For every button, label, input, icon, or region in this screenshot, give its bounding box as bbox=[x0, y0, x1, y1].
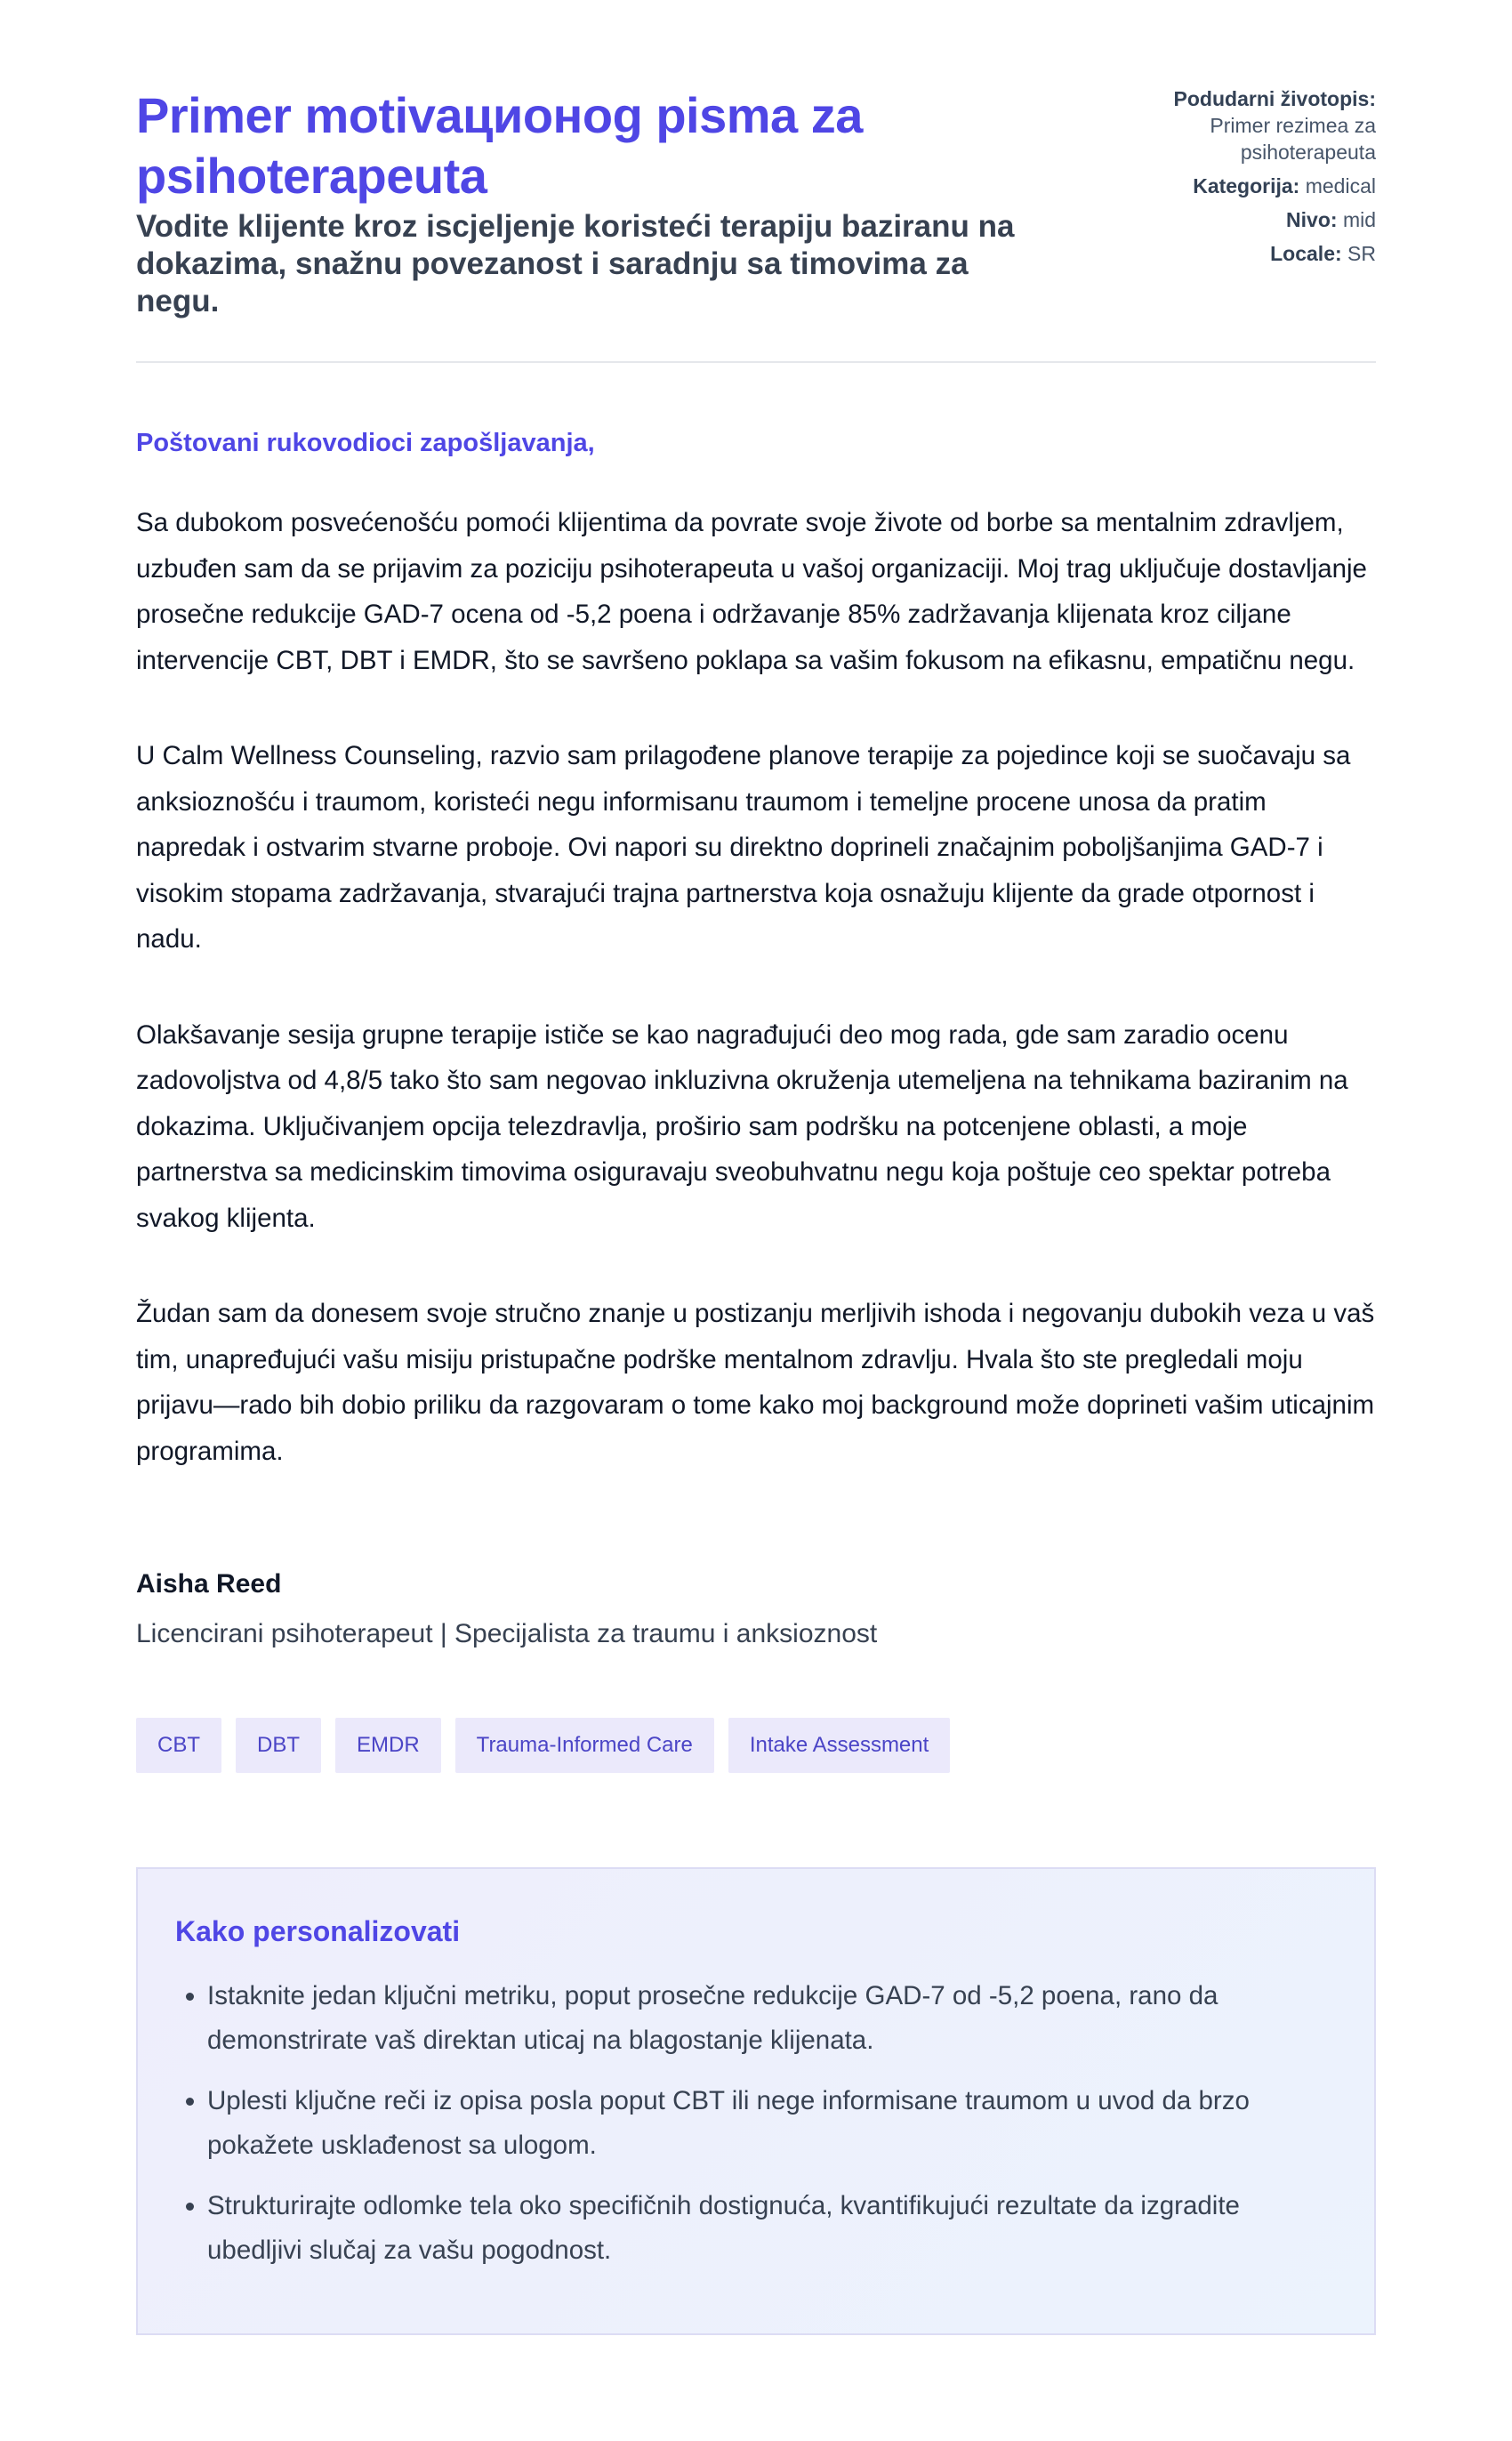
meta-category-label: Kategorija: bbox=[1193, 174, 1300, 197]
title-block bbox=[136, 85, 1079, 320]
page-subtitle: Vodite klijente kroz iscjeljenje koristeći terapiju baziranu na dokazima, snažnu povezanost i saradnju sa timovima za negu. bbox=[136, 209, 1015, 318]
tip-item: • Strukturirajte odlomke tela oko specifičnih dostignuća, kvantifikujući rezultate da izgradite ubedljivi slučaj za vašu pogodnost. bbox=[207, 2184, 1337, 2273]
tag-trauma-informed-care: Trauma-Informed Care bbox=[455, 1718, 714, 1773]
letter-paragraph-4: Žudan sam da donesem svoje stručno znanje u postizanju merljivih ishoda i negovanju dubokih veza u vaš tim, unapređujući vašu misiju pristupačne podrške mentalnom zdravlju. Hvala što ste pregledali moju prijavu—rado bih dobio priliku da razgovaram o tome kako moj background može doprineti vašim uticajnim programima. bbox=[136, 1299, 1375, 1466]
header-divider bbox=[136, 361, 1376, 363]
tip-item: • Istaknite jedan ključni metriku, poput prosečne redukcije GAD-7 od -5,2 poena, rano da demonstrirate vaš direktan uticaj na blagostanje klijenata. bbox=[207, 1974, 1337, 2063]
meta-resume bbox=[1136, 85, 1376, 165]
tag-emdr: EMDR bbox=[335, 1718, 441, 1773]
cover-letter-page bbox=[136, 0, 1376, 2335]
letter-paragraph-3: Olakšavanje sesija grupne terapije ističe se kao nagrađujući deo mog rada, gde sam zaradio ocenu zadovoljstva od 4,8/5 tako što sam negovao inkluzivna okruženja utemeljena na tehnikama baziranim na dokazima. Uključivanjem opcija telezdravlja, proširio sam podršku na potcenjene oblasti, a moje partnerstva sa medicinskim timovima osiguravaju sveobuhvatnu negu koja poštuje ceo spektar potreba svakog klijenta. bbox=[136, 1019, 1348, 1233]
signature-name: Aisha Reed bbox=[136, 1569, 282, 1599]
tip-item: • Uplesti ključne reči iz opisa posla poput CBT ili nege informisane traumom u uvod da brzo pokažete usklađenost sa ulogom. bbox=[207, 2079, 1337, 2168]
meta-panel bbox=[1136, 85, 1376, 274]
personalization-tips bbox=[136, 1867, 1376, 2335]
meta-locale-label: Locale: bbox=[1270, 242, 1342, 265]
meta-resume-label: Podudarni životopis: bbox=[1173, 87, 1376, 110]
meta-category bbox=[1136, 173, 1376, 199]
letter-body bbox=[136, 425, 1376, 1474]
meta-category-value: medical bbox=[1305, 174, 1376, 197]
page-header bbox=[136, 85, 1376, 320]
signature bbox=[136, 1567, 1376, 1652]
meta-locale bbox=[1136, 240, 1376, 267]
letter-greeting: Poštovani rukovodioci zapošljavanja, bbox=[136, 429, 595, 457]
letter-paragraph-1: Sa dubokom posvećenošću pomoći klijentima da povrate svoje živote od borbe sa mentalnim zdravljem, uzbuđen sam da se prijavim za poziciju psihoterapeuta u vašoj organizaciji. Moj trag uključuje dostavljanje prosečne redukcije GAD-7 ocena od -5,2 poena i održavanje 85% zadržavanja klijenata kroz ciljane intervencije CBT, DBT i EMDR, što se savršeno poklapa sa vašim fokusom na efikasnu, empatičnu negu. bbox=[136, 508, 1367, 675]
tag-cbt: CBT bbox=[136, 1718, 221, 1773]
tips-title: Kako personalizovati bbox=[175, 1915, 461, 1947]
tag-intake-assessment: Intake Assessment bbox=[728, 1718, 950, 1773]
skill-tags bbox=[136, 1718, 1376, 1773]
meta-level bbox=[1136, 206, 1376, 233]
letter-paragraph-2: U Calm Wellness Counseling, razvio sam prilagođene planove terapije za pojedince koji se suočavaju sa anksioznošću i traumom, koristeći negu informisanu traumom i temeljne procene unosa da pratim napredak i ostvarim stvarne proboje. Ovi napori su direktno doprineli značajnim poboljšanjima GAD-7 i visokim stopama zadržavanja, stvarajući trajna partnerstva koja osnažuju klijente da grade otpornost i nadu. bbox=[136, 741, 1351, 954]
meta-resume-value: Primer rezimea za psihoterapeuta bbox=[1210, 114, 1376, 164]
signature-title: Licencirani psihoterapeut | Specijalista za traumu i anksioznost bbox=[136, 1619, 878, 1648]
meta-level-label: Nivo: bbox=[1286, 208, 1338, 231]
tips-list bbox=[175, 1974, 1337, 2273]
page-title: Primer motivaционog pisma za psihoterapeuta bbox=[136, 87, 863, 204]
meta-level-value: mid bbox=[1342, 208, 1376, 231]
tag-dbt: DBT bbox=[236, 1718, 321, 1773]
meta-locale-value: SR bbox=[1347, 242, 1376, 265]
